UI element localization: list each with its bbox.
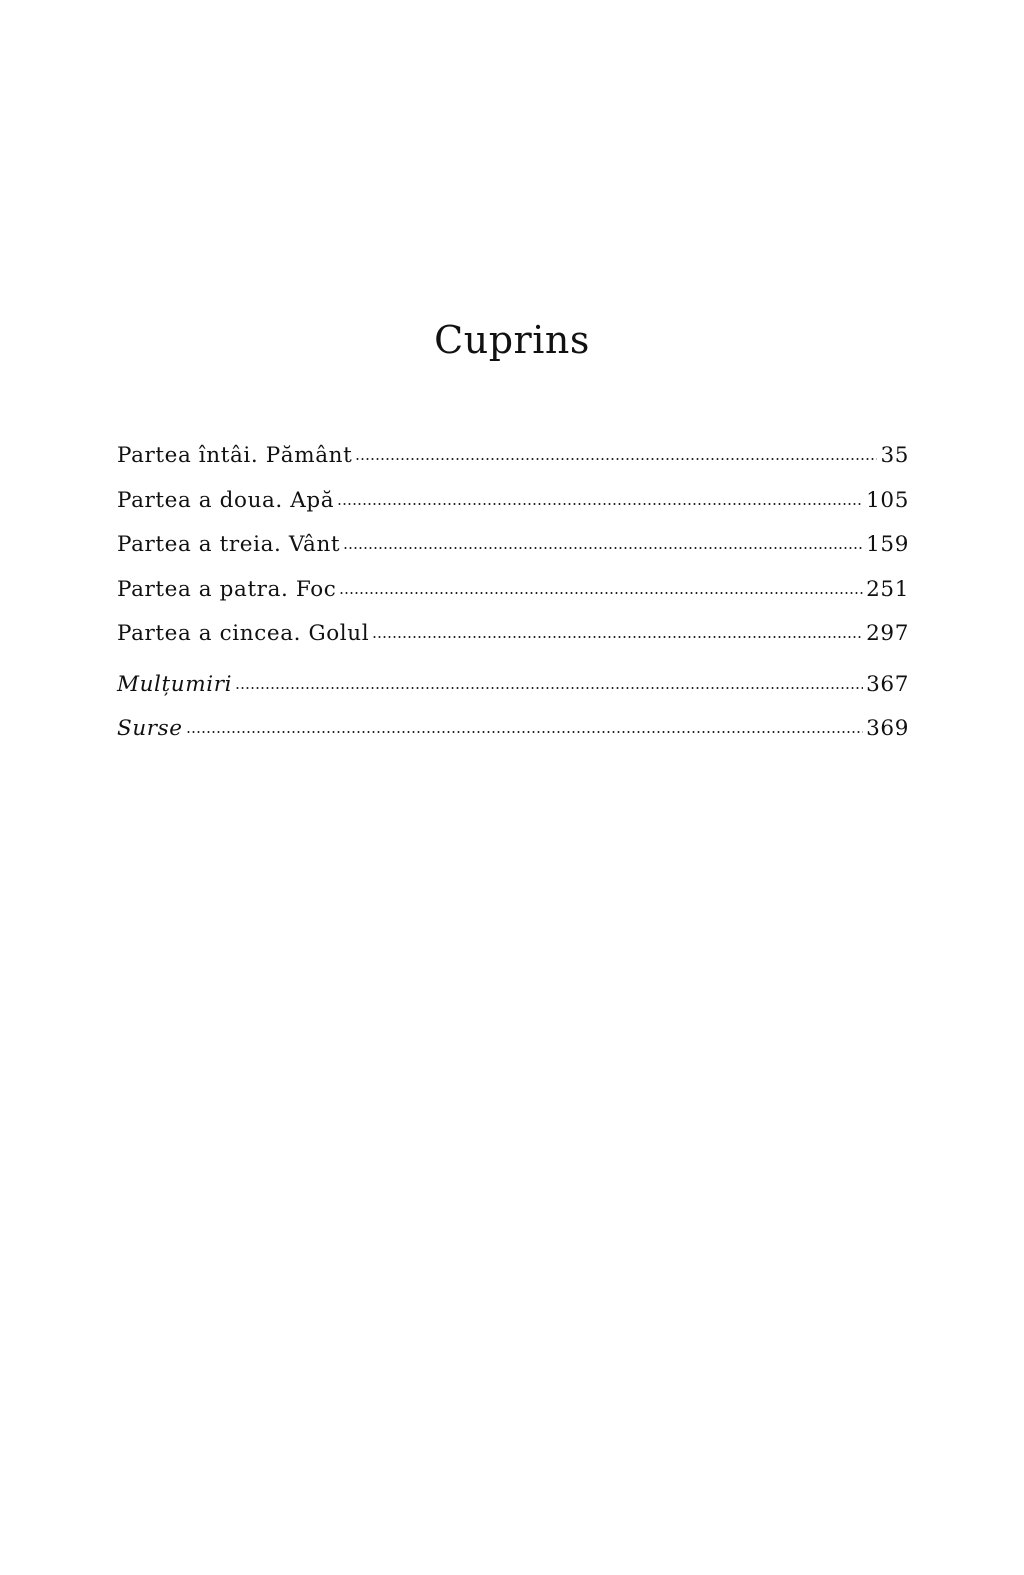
toc-entry-page-number: 251 (866, 576, 909, 602)
dot-leader (339, 592, 863, 594)
toc-entry-part-3[interactable] (117, 530, 909, 575)
toc-entry-label: Surse (117, 716, 183, 741)
toc-entry-page-number: 297 (866, 621, 909, 646)
toc-entry-label: Partea a treia. Vânt (117, 532, 341, 557)
toc-entry-page-number: 367 (866, 671, 909, 697)
dot-leader (355, 458, 877, 460)
dot-leader (186, 731, 864, 733)
toc-entry-page-number: 35 (880, 443, 909, 468)
toc-entry-page-number: 369 (866, 716, 909, 741)
toc-entry-page-number: 105 (866, 487, 909, 513)
toc-entry-sources[interactable] (117, 714, 909, 759)
dot-leader (337, 503, 863, 505)
toc-entry-label: Partea a doua. Apă (117, 487, 335, 513)
toc-title: Cuprins (434, 318, 590, 362)
toc-entry-label: Mulțumiri (117, 671, 233, 697)
toc-entry-acknowledgements[interactable] (117, 670, 909, 715)
toc-entry-page-number: 159 (866, 532, 909, 557)
table-of-contents (117, 441, 909, 759)
toc-entry-label: Partea întâi. Pământ (117, 443, 353, 468)
dot-leader (372, 636, 863, 638)
toc-entry-part-1[interactable] (117, 441, 909, 486)
toc-entry-part-5[interactable] (117, 619, 909, 664)
toc-entry-part-4[interactable] (117, 575, 909, 620)
toc-entry-label: Partea a patra. Foc (117, 576, 337, 602)
toc-entry-label: Partea a cincea. Golul (117, 621, 370, 646)
dot-leader (235, 687, 863, 689)
toc-entry-part-2[interactable] (117, 486, 909, 531)
dot-leader (343, 547, 863, 549)
